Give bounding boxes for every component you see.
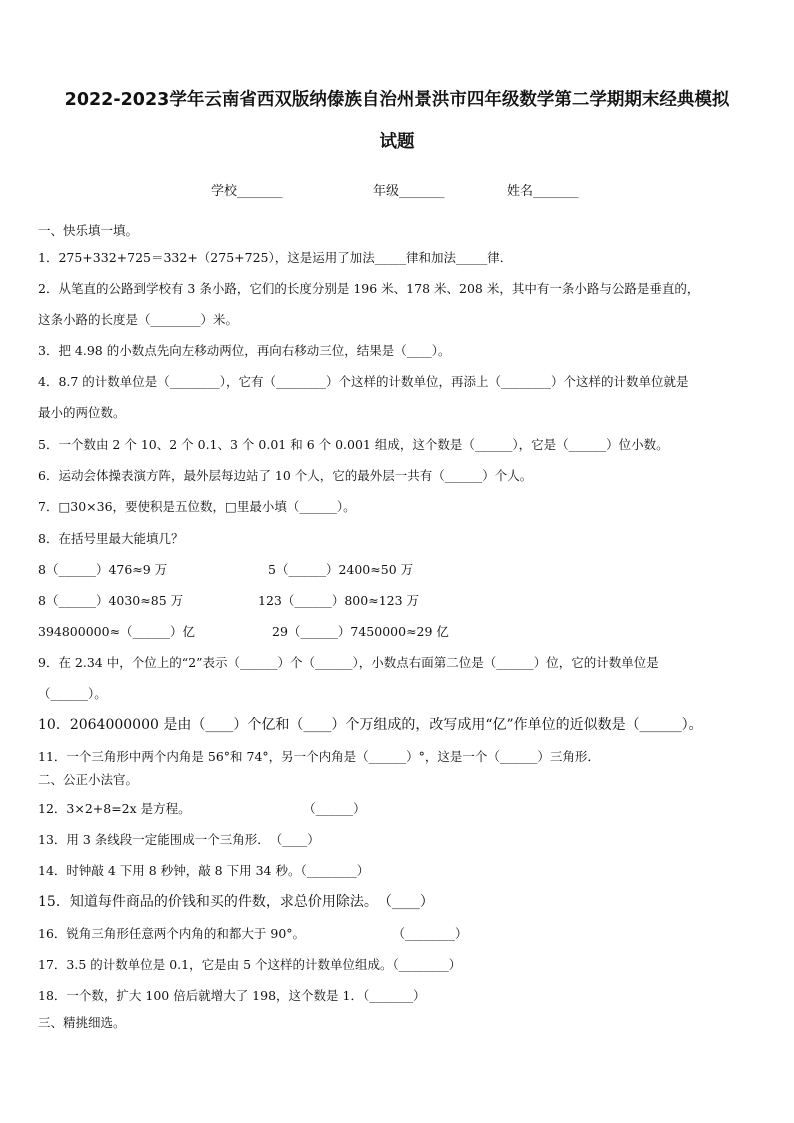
question-9: 9．在 2.34 中，个位上的“2”表示（______）个（______），小数点右面第二位是（______）位，它的计数单位是 <box>38 655 659 670</box>
question-6: 6．运动会体操表演方阵，最外层每边站了 10 个人，它的最外层一共有（______）个人。 <box>38 468 533 483</box>
question-3: 3．把 4.98 的小数点先向左移动两位，再向右移动三位，结果是（____）。 <box>38 343 451 358</box>
question-10: 10．2064000000 是由（____）个亿和（____）个万组成的，改写成用“亿”作单位的近似数是（______）。 <box>38 717 703 733</box>
question-7: 7．□30×36，要使积是五位数，□里最小填（______）。 <box>38 499 356 514</box>
question-2-cont: 这条小路的长度是（________）米。 <box>38 312 239 327</box>
question-4: 4．8.7 的计数单位是（________），它有（________）个这样的计数单位，再添上（________）个这样的计数单位就是 <box>38 374 689 389</box>
school-field: 学校_______ <box>211 184 283 199</box>
grade-field: 年级_______ <box>373 184 445 199</box>
question-1: 1．275+332+725＝332+（275+725），这是运用了加法_____律和加法_____律． <box>38 250 513 265</box>
question-15: 15．知道每件商品的价钱和买的件数，求总价用除法。 （____） <box>38 894 434 910</box>
q8-item: 8（______）476≈9 万 <box>38 562 168 577</box>
q8-item: 123（______）800≈123 万 <box>258 593 420 608</box>
question-12: 12．3×2+8=2x 是方程。 （______） <box>38 801 366 816</box>
name-field: 姓名_______ <box>507 184 579 199</box>
question-5: 5．一个数由 2 个 10、2 个 0.1、3 个 0.01 和 6 个 0.001 组成，这个数是（______），它是（______）位小数。 <box>38 437 669 452</box>
question-4-cont: 最小的两位数。 <box>38 405 126 420</box>
question-14: 14．时钟敲 4 下用 8 秒钟，敲 8 下用 34 秒。（________） <box>38 863 370 878</box>
q8-item: 8（______）4030≈85 万 <box>38 593 184 608</box>
document-title-continued: 试题 <box>379 132 415 152</box>
q8-item: 5（______）2400≈50 万 <box>268 562 414 577</box>
document-title: 2022-2023学年云南省西双版纳傣族自治州景洪市四年级数学第二学期期末经典模拟 <box>64 90 730 110</box>
question-16: 16．锐角三角形任意两个内角的和都大于 90°。 （________） <box>38 926 468 941</box>
q8-item: 394800000≈（______）亿 <box>38 624 196 639</box>
question-9-cont: （______）。 <box>38 686 107 701</box>
question-13: 13．用 3 条线段一定能围成一个三角形． （____） <box>38 832 320 847</box>
q8-item: 29（______）7450000≈29 亿 <box>272 624 449 639</box>
question-2: 2．从笔直的公路到学校有 3 条小路，它们的长度分别是 196 米、178 米、208 米，其中有一条小路与公路是垂直的， <box>38 281 700 296</box>
question-17: 17．3.5 的计数单位是 0.1，它是由 5 个这样的计数单位组成。（________） <box>38 957 462 972</box>
section-heading: 二、公正小法官。 <box>38 772 139 787</box>
question-11: 11．一个三角形中两个内角是 56°和 74°，另一个内角是（______）°，这是一个（______）三角形． <box>38 749 600 764</box>
section-heading: 三、精挑细选。 <box>38 1015 126 1030</box>
question-8: 8．在括号里最大能填几？ <box>38 531 184 546</box>
section-heading: 一、快乐填一填。 <box>38 223 139 238</box>
question-18: 18．一个数，扩大 100 倍后就增大了 198，这个数是 1．（_______） <box>38 988 426 1003</box>
